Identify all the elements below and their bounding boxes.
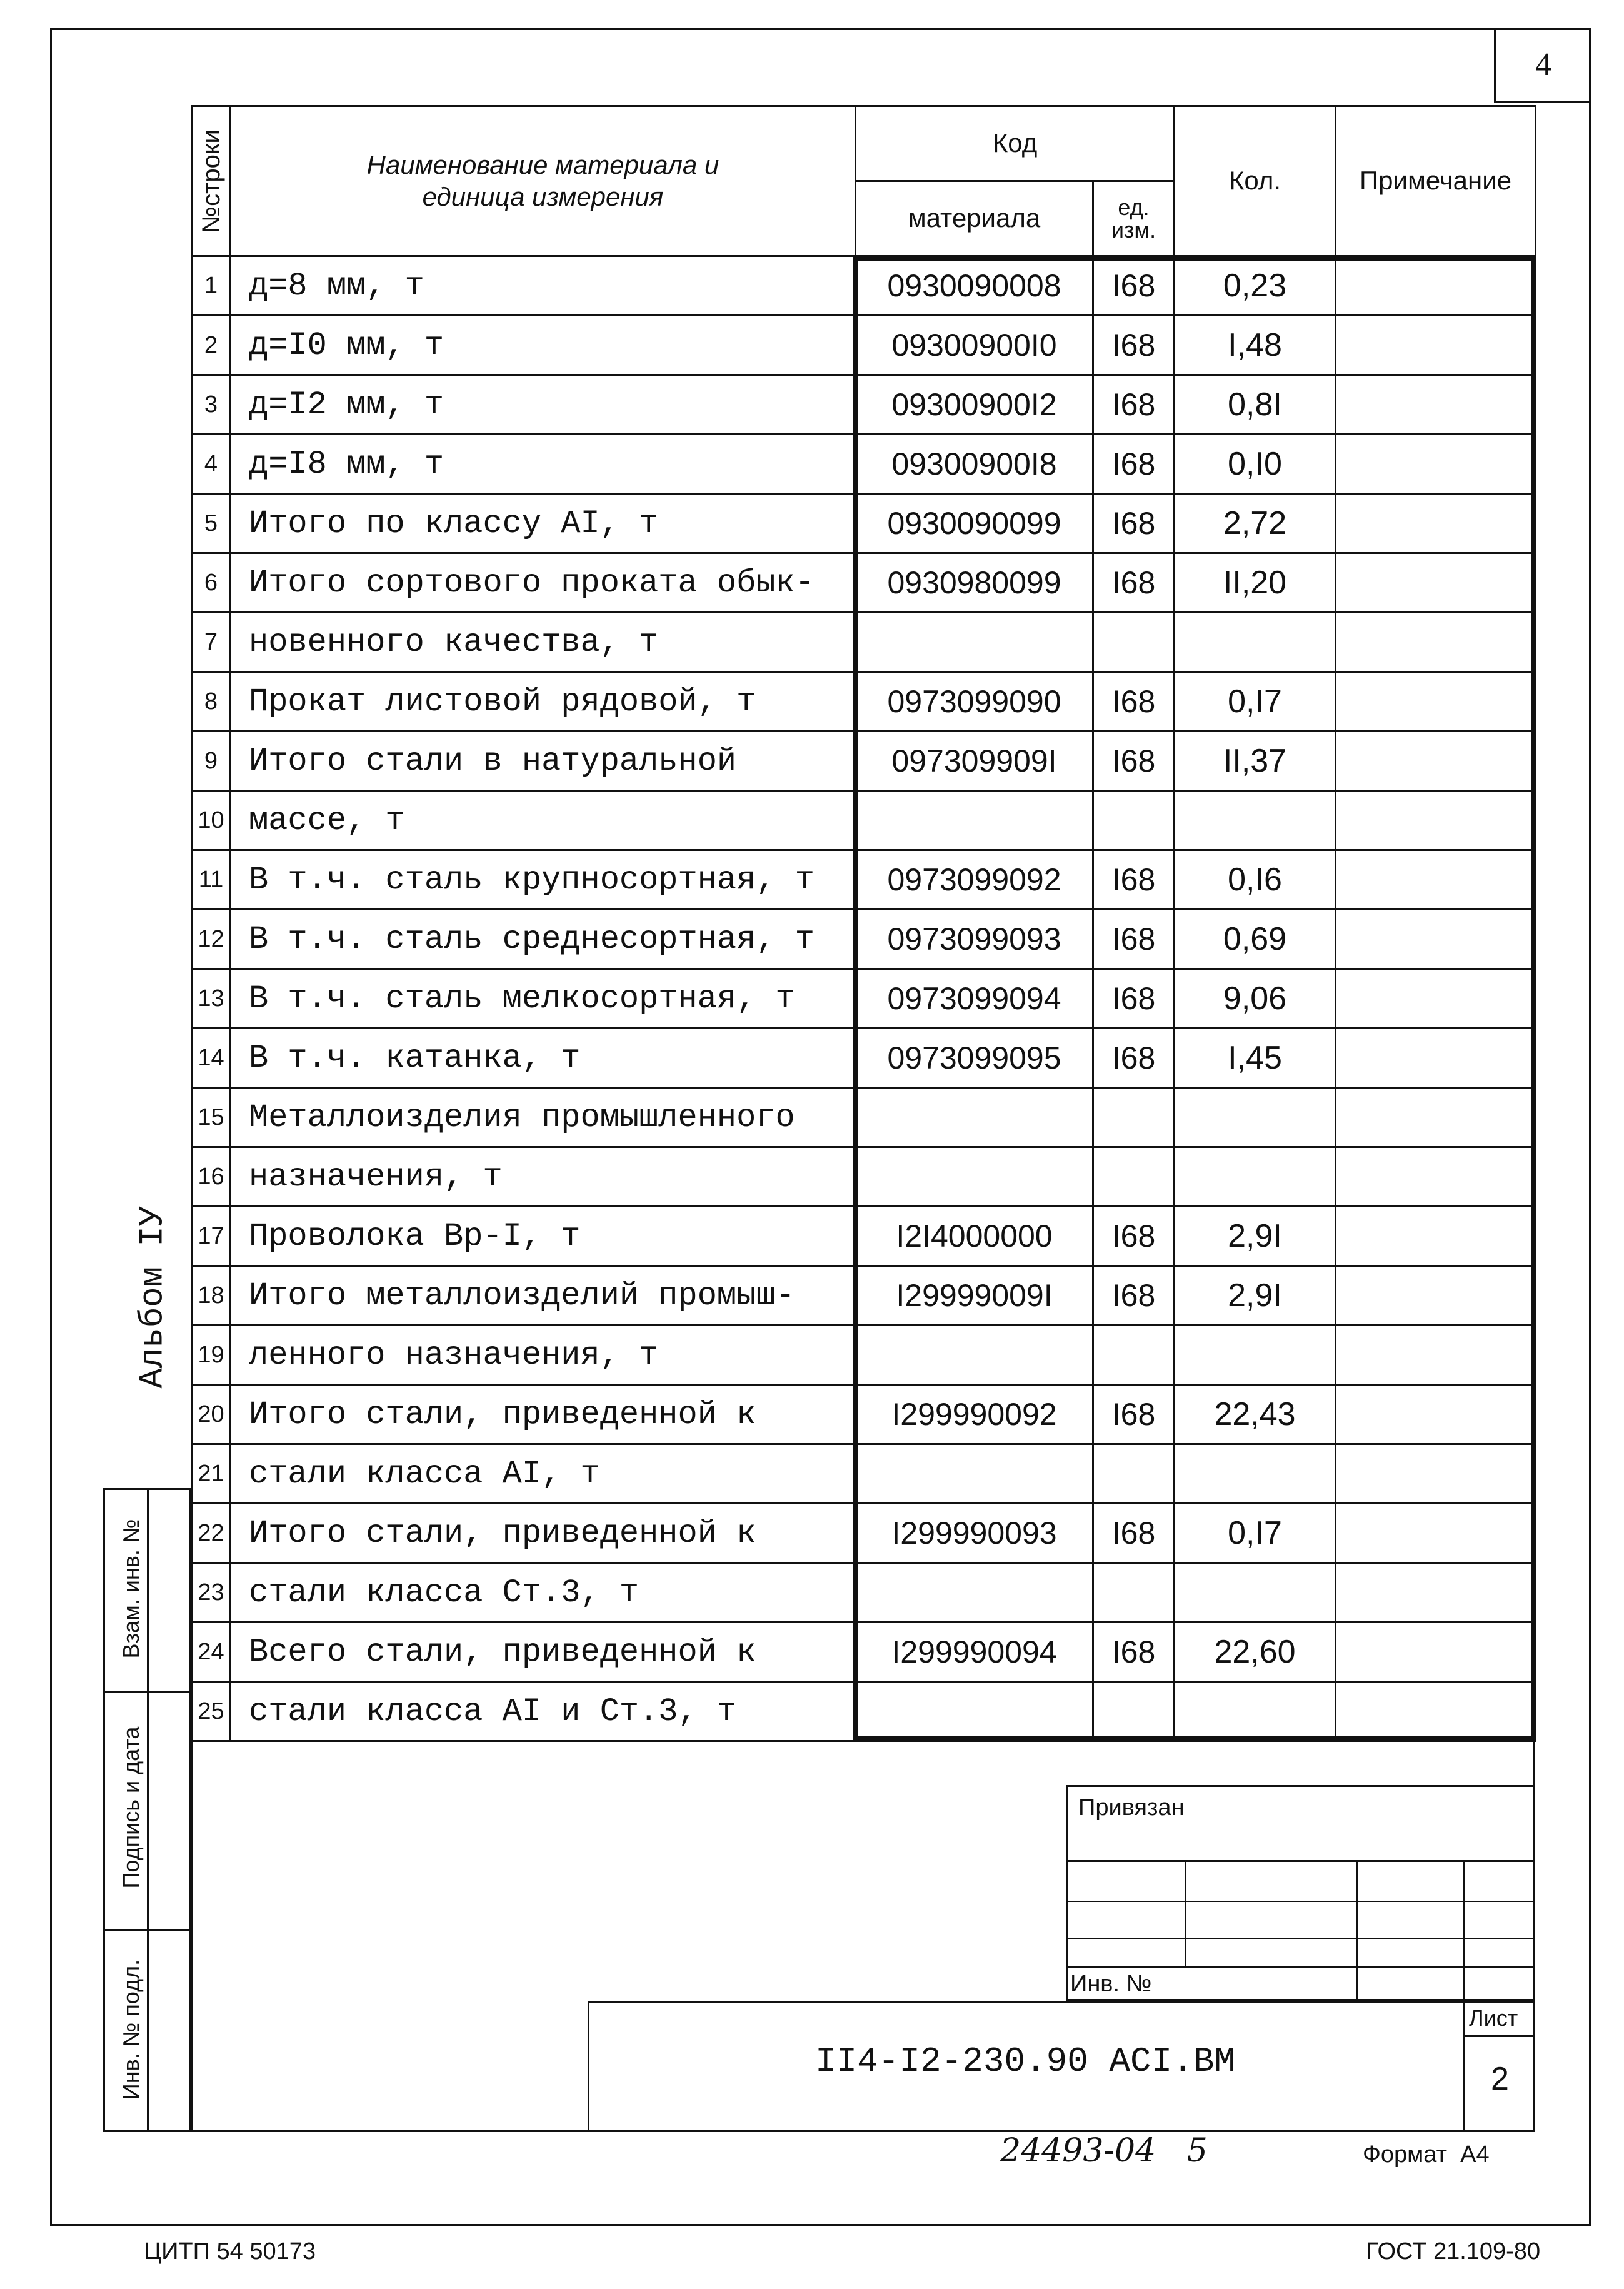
note: [1336, 316, 1536, 375]
row-number: 9: [192, 732, 231, 791]
note: [1336, 1682, 1536, 1741]
quantity: 22,60: [1175, 1622, 1336, 1682]
row-number: 2: [192, 316, 231, 375]
note: [1336, 1326, 1536, 1385]
unit-code: [1093, 1563, 1175, 1622]
material-code: I29999009I: [856, 1266, 1093, 1326]
material-name: Проволока Вр-I, т: [231, 1207, 856, 1266]
material-name: Итого металлоизделий промыш-: [231, 1266, 856, 1326]
material-code: I2I4000000: [856, 1207, 1093, 1266]
table-row: [192, 1029, 1536, 1088]
material-code: 0930090008: [856, 256, 1093, 316]
unit-code: I68: [1093, 435, 1175, 494]
note: [1336, 494, 1536, 553]
unit-code: [1093, 1326, 1175, 1385]
row-number: 10: [192, 791, 231, 850]
note: [1336, 1504, 1536, 1563]
material-code: 0973099093: [856, 910, 1093, 969]
material-name: Итого стали, приведенной к: [231, 1385, 856, 1444]
row-number: 19: [192, 1326, 231, 1385]
unit-code: I68: [1093, 256, 1175, 316]
table-row: [192, 910, 1536, 969]
row-number: 8: [192, 672, 231, 732]
list-label: Лист: [1469, 2005, 1518, 2031]
album-label: Альбом IУ: [134, 1205, 173, 1389]
table-row: [192, 1266, 1536, 1326]
quantity: I,48: [1175, 316, 1336, 375]
material-name: стали класса Ст.3, т: [231, 1563, 856, 1622]
row-number: 24: [192, 1622, 231, 1682]
footer-left: ЦИТП 54 50173: [144, 2238, 316, 2265]
table-row: [192, 494, 1536, 553]
stamp-line: [1463, 2001, 1465, 2132]
quantity: 0,I7: [1175, 672, 1336, 732]
side-divider: [103, 1929, 191, 1931]
material-code: 0973099092: [856, 850, 1093, 910]
row-number: 18: [192, 1266, 231, 1326]
row-number: 20: [192, 1385, 231, 1444]
unit-code: I68: [1093, 375, 1175, 435]
row-number: 14: [192, 1029, 231, 1088]
note: [1336, 613, 1536, 672]
note: [1336, 375, 1536, 435]
note: [1336, 1266, 1536, 1326]
table-row: [192, 435, 1536, 494]
unit-code: I68: [1093, 1207, 1175, 1266]
row-number: 7: [192, 613, 231, 672]
material-code: [856, 1682, 1093, 1741]
quantity: [1175, 1088, 1336, 1147]
material-name: В т.ч. сталь мелкосортная, т: [231, 969, 856, 1029]
quantity: 0,I7: [1175, 1504, 1336, 1563]
header-material: материала: [856, 181, 1093, 256]
stamp-line: [1185, 1860, 1186, 1966]
unit-code: I68: [1093, 910, 1175, 969]
unit-code: [1093, 791, 1175, 850]
unit-code: I68: [1093, 316, 1175, 375]
material-code: I299990093: [856, 1504, 1093, 1563]
material-name: В т.ч. катанка, т: [231, 1029, 856, 1088]
row-number: 12: [192, 910, 231, 969]
material-name: д=I0 мм, т: [231, 316, 856, 375]
note: [1336, 969, 1536, 1029]
side-divider: [147, 1488, 149, 2132]
material-code: [856, 1563, 1093, 1622]
material-code: [856, 613, 1093, 672]
row-number: 16: [192, 1147, 231, 1207]
note: [1336, 1444, 1536, 1504]
table-row: [192, 791, 1536, 850]
material-code: [856, 1147, 1093, 1207]
inv-label: Инв. №: [1070, 1971, 1152, 1997]
table-row: [192, 1563, 1536, 1622]
table-row: [192, 1088, 1536, 1147]
material-name: Всего стали, приведенной к: [231, 1622, 856, 1682]
row-number: 11: [192, 850, 231, 910]
quantity: II,20: [1175, 553, 1336, 613]
quantity: 0,23: [1175, 256, 1336, 316]
table-row: [192, 969, 1536, 1029]
unit-code: I68: [1093, 553, 1175, 613]
row-number: 22: [192, 1504, 231, 1563]
header-unit: ед. изм.: [1093, 181, 1175, 256]
material-name: стали класса АI, т: [231, 1444, 856, 1504]
material-name: массе, т: [231, 791, 856, 850]
material-code: 0930980099: [856, 553, 1093, 613]
material-code: 09300900I0: [856, 316, 1093, 375]
unit-code: I68: [1093, 1029, 1175, 1088]
handwritten-number: 24493-04 5: [1000, 2132, 1208, 2170]
note: [1336, 1088, 1536, 1147]
stamp-line: [1463, 1860, 1465, 2001]
note: [1336, 1147, 1536, 1207]
unit-code: [1093, 613, 1175, 672]
note: [1336, 732, 1536, 791]
doc-code: II4-I2-230.90 АСI.ВМ: [815, 2041, 1236, 2081]
quantity: II,37: [1175, 732, 1336, 791]
table-row: [192, 672, 1536, 732]
material-code: 0930090099: [856, 494, 1093, 553]
row-number: 17: [192, 1207, 231, 1266]
material-code: 0973099090: [856, 672, 1093, 732]
unit-code: I68: [1093, 1266, 1175, 1326]
quantity: 0,I0: [1175, 435, 1336, 494]
material-name: д=I8 мм, т: [231, 435, 856, 494]
material-code: 0973099094: [856, 969, 1093, 1029]
stamp-line: [1463, 2035, 1535, 2037]
row-number: 23: [192, 1563, 231, 1622]
material-code: [856, 1444, 1093, 1504]
quantity: 9,06: [1175, 969, 1336, 1029]
material-code: [856, 1088, 1093, 1147]
material-name: Итого сортового проката обык-: [231, 553, 856, 613]
unit-code: [1093, 1147, 1175, 1207]
quantity: I,45: [1175, 1029, 1336, 1088]
unit-code: [1093, 1682, 1175, 1741]
quantity: 0,69: [1175, 910, 1336, 969]
header-code: Код: [856, 106, 1175, 181]
material-code: 0973099095: [856, 1029, 1093, 1088]
table-row: [192, 375, 1536, 435]
material-name: Итого стали, приведенной к: [231, 1504, 856, 1563]
material-code: [856, 1326, 1093, 1385]
note: [1336, 791, 1536, 850]
quantity: [1175, 1444, 1336, 1504]
material-code: 09300900I2: [856, 375, 1093, 435]
quantity: [1175, 1326, 1336, 1385]
row-number: 15: [192, 1088, 231, 1147]
privyazan-label: Привязан: [1078, 1794, 1185, 1821]
unit-code: I68: [1093, 969, 1175, 1029]
footer-right: ГОСТ 21.109-80: [1366, 2238, 1541, 2265]
header-row-no: [192, 106, 231, 256]
note: [1336, 1207, 1536, 1266]
side-inv-podl: Инв. № подл.: [118, 1959, 144, 2100]
note: [1336, 850, 1536, 910]
side-divider: [103, 1691, 191, 1693]
note: [1336, 672, 1536, 732]
table-row: [192, 553, 1536, 613]
table-row: [192, 1326, 1536, 1385]
material-name: новенного качества, т: [231, 613, 856, 672]
note: [1336, 1385, 1536, 1444]
page-number: 4: [1494, 28, 1591, 103]
material-name: Прокат листовой рядовой, т: [231, 672, 856, 732]
row-number: 5: [192, 494, 231, 553]
quantity: 2,72: [1175, 494, 1336, 553]
side-vzam: Взам. инв. №: [118, 1519, 144, 1659]
material-name: Металлоизделия промышленного: [231, 1088, 856, 1147]
material-code: I299990092: [856, 1385, 1093, 1444]
material-name: назначения, т: [231, 1147, 856, 1207]
note: [1336, 256, 1536, 316]
table-row: [192, 1147, 1536, 1207]
quantity: [1175, 1682, 1336, 1741]
note: [1336, 435, 1536, 494]
quantity: 0,I6: [1175, 850, 1336, 910]
list-number: 2: [1491, 2061, 1509, 2097]
side-podpis: Подпись и дата: [118, 1726, 144, 1889]
unit-code: I68: [1093, 1622, 1175, 1682]
unit-code: I68: [1093, 672, 1175, 732]
note: [1336, 1029, 1536, 1088]
row-number: 1: [192, 256, 231, 316]
table-row: [192, 1385, 1536, 1444]
unit-code: [1093, 1088, 1175, 1147]
quantity: [1175, 1563, 1336, 1622]
table-row: [192, 732, 1536, 791]
unit-code: I68: [1093, 494, 1175, 553]
row-number: 21: [192, 1444, 231, 1504]
row-number: 3: [192, 375, 231, 435]
unit-code: [1093, 1444, 1175, 1504]
material-table: [191, 105, 1536, 1742]
header-note: Примечание: [1336, 106, 1536, 256]
row-number: 4: [192, 435, 231, 494]
material-name: Итого по классу АI, т: [231, 494, 856, 553]
table-row: [192, 316, 1536, 375]
row-number: 25: [192, 1682, 231, 1741]
material-name: д=8 мм, т: [231, 256, 856, 316]
quantity: [1175, 613, 1336, 672]
material-name: стали класса АI и Ст.3, т: [231, 1682, 856, 1741]
table-row: [192, 850, 1536, 910]
quantity: [1175, 1147, 1336, 1207]
header-qty: Кол.: [1175, 106, 1336, 256]
material-code: I299990094: [856, 1622, 1093, 1682]
material-name: В т.ч. сталь крупносортная, т: [231, 850, 856, 910]
material-code: 097309909I: [856, 732, 1093, 791]
material-code: 09300900I8: [856, 435, 1093, 494]
quantity: 2,9I: [1175, 1207, 1336, 1266]
quantity: 2,9I: [1175, 1266, 1336, 1326]
material-name: В т.ч. сталь среднесортная, т: [231, 910, 856, 969]
note: [1336, 553, 1536, 613]
material-name: д=I2 мм, т: [231, 375, 856, 435]
note: [1336, 910, 1536, 969]
format-label: Формат А4: [1363, 2141, 1490, 2168]
table-row: [192, 613, 1536, 672]
note: [1336, 1622, 1536, 1682]
unit-code: I68: [1093, 1385, 1175, 1444]
table-row: [192, 1207, 1536, 1266]
header-name: Наименование материала и единица измерения: [231, 106, 856, 256]
quantity: 0,8I: [1175, 375, 1336, 435]
row-number: 6: [192, 553, 231, 613]
unit-code: I68: [1093, 850, 1175, 910]
quantity: [1175, 791, 1336, 850]
material-code: [856, 791, 1093, 850]
note: [1336, 1563, 1536, 1622]
table-row: [192, 256, 1536, 316]
table-row: [192, 1622, 1536, 1682]
unit-code: I68: [1093, 1504, 1175, 1563]
row-number: 13: [192, 969, 231, 1029]
quantity: 22,43: [1175, 1385, 1336, 1444]
table-row: [192, 1444, 1536, 1504]
unit-code: I68: [1093, 732, 1175, 791]
table-row: [192, 1682, 1536, 1741]
material-name: Итого стали в натуральной: [231, 732, 856, 791]
material-name: ленного назначения, т: [231, 1326, 856, 1385]
header-row-no-label: №строки: [198, 129, 225, 233]
stamp-line: [1356, 1860, 1358, 2001]
table-row: [192, 1504, 1536, 1563]
